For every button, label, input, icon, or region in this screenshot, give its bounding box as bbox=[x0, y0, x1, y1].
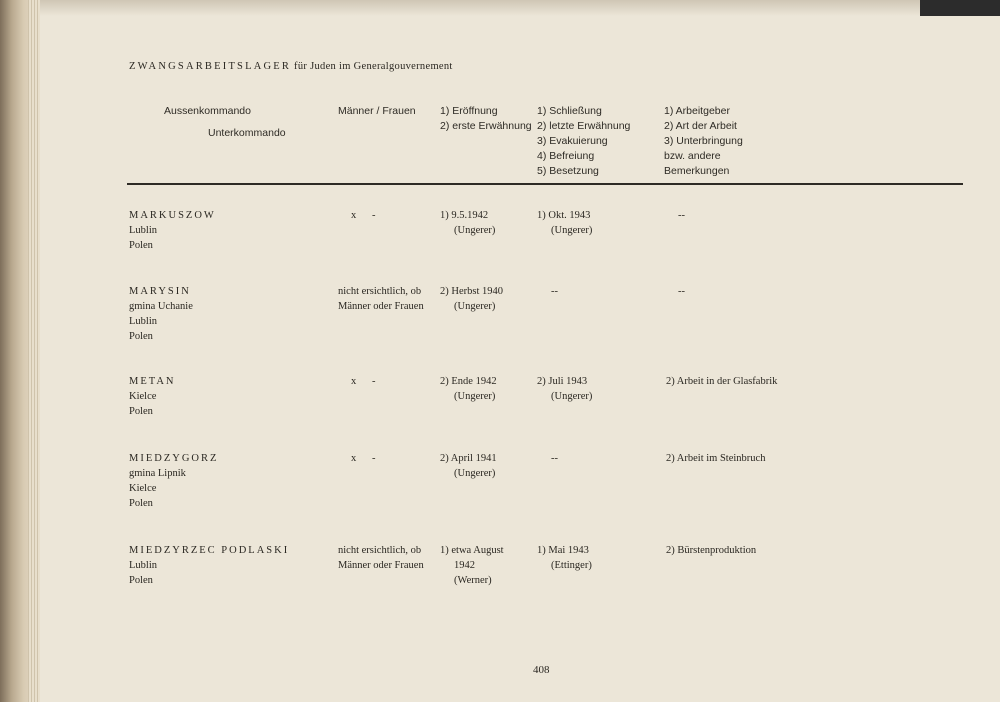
col-header-unterkommando: Unterkommando bbox=[208, 127, 286, 139]
remarks-header-line: 3) Unterbringung bbox=[664, 135, 743, 147]
entry-location-line: Lublin bbox=[129, 225, 157, 236]
entry-location-line: Polen bbox=[129, 575, 153, 586]
entry-remarks-line: 2) Arbeit in der Glasfabrik bbox=[666, 376, 778, 387]
entry-location-line: Kielce bbox=[129, 391, 157, 402]
entry-maenner-frauen bbox=[351, 374, 376, 389]
page-top-shadow bbox=[40, 0, 1000, 16]
col-header-maenner-frauen: Männer / Frauen bbox=[338, 105, 416, 117]
entry-opening-line: (Ungerer) bbox=[454, 301, 496, 312]
scan-background bbox=[920, 0, 1000, 16]
remarks-header-line: bzw. andere bbox=[664, 150, 721, 162]
col-header-opening bbox=[440, 104, 532, 134]
entry-closing-line: (Ungerer) bbox=[551, 225, 593, 236]
entry-remarks-line: -- bbox=[678, 286, 685, 297]
entry-remarks-line: 2) Arbeit im Steinbruch bbox=[666, 453, 766, 464]
entry-remarks bbox=[666, 543, 756, 558]
entry-location-line: gmina Lipnik bbox=[129, 468, 186, 479]
entry-remarks bbox=[678, 284, 685, 299]
running-head bbox=[129, 61, 453, 72]
page-number: 408 bbox=[533, 664, 550, 676]
entry-opening bbox=[440, 543, 504, 588]
entry-location-line: Polen bbox=[129, 331, 153, 342]
entry-opening-line: 1) 9.5.1942 bbox=[440, 210, 489, 221]
entry-opening-line: 1942 bbox=[454, 560, 475, 571]
entry-opening-line: 1) etwa August bbox=[440, 545, 504, 556]
entry-closing bbox=[537, 374, 592, 404]
entry-remarks bbox=[666, 374, 777, 389]
entry-location-line: Lublin bbox=[129, 316, 157, 327]
entry-remarks-line: -- bbox=[678, 210, 685, 221]
entry-opening-line: 2) Herbst 1940 bbox=[440, 286, 503, 297]
entry-location bbox=[129, 451, 218, 511]
document-page bbox=[40, 0, 1000, 702]
entry-mf-line: nicht ersichtlich, ob bbox=[338, 545, 422, 556]
entry-closing bbox=[537, 543, 592, 573]
entry-opening bbox=[440, 208, 495, 238]
entry-opening-line: (Ungerer) bbox=[454, 391, 496, 402]
entry-remarks-line: 2) Bürstenproduktion bbox=[666, 545, 757, 556]
entry-closing bbox=[551, 284, 558, 299]
entry-location bbox=[129, 543, 289, 588]
entry-closing-line: -- bbox=[551, 453, 558, 464]
entry-closing-line: 1) Okt. 1943 bbox=[537, 210, 591, 221]
entry-remarks bbox=[666, 451, 765, 466]
closing-header-line: 5) Besetzung bbox=[537, 165, 599, 177]
entry-location bbox=[129, 374, 176, 419]
entry-location-line: Polen bbox=[129, 406, 153, 417]
entry-mf-line: nicht ersichtlich, ob bbox=[338, 286, 422, 297]
entry-opening bbox=[440, 284, 503, 314]
entry-mf-line: x - bbox=[351, 210, 376, 221]
entry-maenner-frauen bbox=[338, 543, 424, 573]
entry-location bbox=[129, 208, 216, 253]
entry-closing bbox=[551, 451, 558, 466]
entry-maenner-frauen bbox=[351, 208, 376, 223]
entry-location-line: Polen bbox=[129, 240, 153, 251]
entry-remarks bbox=[678, 208, 685, 223]
entry-mf-line: Männer oder Frauen bbox=[338, 560, 424, 571]
entry-closing bbox=[537, 208, 592, 238]
entry-closing-line: 2) Juli 1943 bbox=[537, 376, 588, 387]
entry-closing-line: 1) Mai 1943 bbox=[537, 545, 589, 556]
running-head-caps: ZWANGSARBEITSLAGER bbox=[129, 61, 292, 72]
entry-name: METAN bbox=[129, 376, 176, 387]
book-binding bbox=[0, 0, 40, 702]
entry-maenner-frauen bbox=[351, 451, 376, 466]
entry-opening-line: (Ungerer) bbox=[454, 225, 496, 236]
opening-header-line: 2) erste Erwähnung bbox=[440, 120, 532, 132]
entry-opening bbox=[440, 451, 497, 481]
entry-name: MARKUSZOW bbox=[129, 210, 216, 221]
entry-opening-line: 2) April 1941 bbox=[440, 453, 497, 464]
entry-opening-line: (Ungerer) bbox=[454, 468, 496, 479]
entry-location-line: Lublin bbox=[129, 560, 157, 571]
remarks-header-line: Bemerkungen bbox=[664, 165, 730, 177]
entry-location-line: Kielce bbox=[129, 483, 157, 494]
col-header-remarks bbox=[664, 104, 743, 179]
remarks-header-line: 2) Art der Arbeit bbox=[664, 120, 737, 132]
closing-header-line: 3) Evakuierung bbox=[537, 135, 608, 147]
entry-location-line: gmina Uchanie bbox=[129, 301, 193, 312]
entry-mf-line: Männer oder Frauen bbox=[338, 301, 424, 312]
entry-opening-line: 2) Ende 1942 bbox=[440, 376, 497, 387]
col-header-aussenkommando: Aussenkommando bbox=[164, 105, 251, 117]
remarks-header-line: 1) Arbeitgeber bbox=[664, 105, 730, 117]
running-head-rest: für Juden im Generalgouvernement bbox=[294, 61, 453, 72]
entry-name: MARYSIN bbox=[129, 286, 191, 297]
closing-header-line: 1) Schließung bbox=[537, 105, 602, 117]
entry-name: MIEDZYRZEC PODLASKI bbox=[129, 545, 290, 556]
header-rule bbox=[127, 183, 963, 185]
entry-mf-line: x - bbox=[351, 453, 376, 464]
entry-location bbox=[129, 284, 193, 344]
entry-location-line: Polen bbox=[129, 498, 153, 509]
entry-maenner-frauen bbox=[338, 284, 424, 314]
col-header-closing bbox=[537, 104, 630, 179]
entry-closing-line: (Ungerer) bbox=[551, 391, 593, 402]
entry-closing-line: -- bbox=[551, 286, 558, 297]
page-edges bbox=[28, 0, 40, 702]
closing-header-line: 2) letzte Erwähnung bbox=[537, 120, 631, 132]
entry-opening-line: (Werner) bbox=[454, 575, 492, 586]
entry-closing-line: (Ettinger) bbox=[551, 560, 592, 571]
entry-name: MIEDZYGORZ bbox=[129, 453, 219, 464]
closing-header-line: 4) Befreiung bbox=[537, 150, 595, 162]
opening-header-line: 1) Eröffnung bbox=[440, 105, 498, 117]
entry-mf-line: x - bbox=[351, 376, 376, 387]
entry-opening bbox=[440, 374, 497, 404]
